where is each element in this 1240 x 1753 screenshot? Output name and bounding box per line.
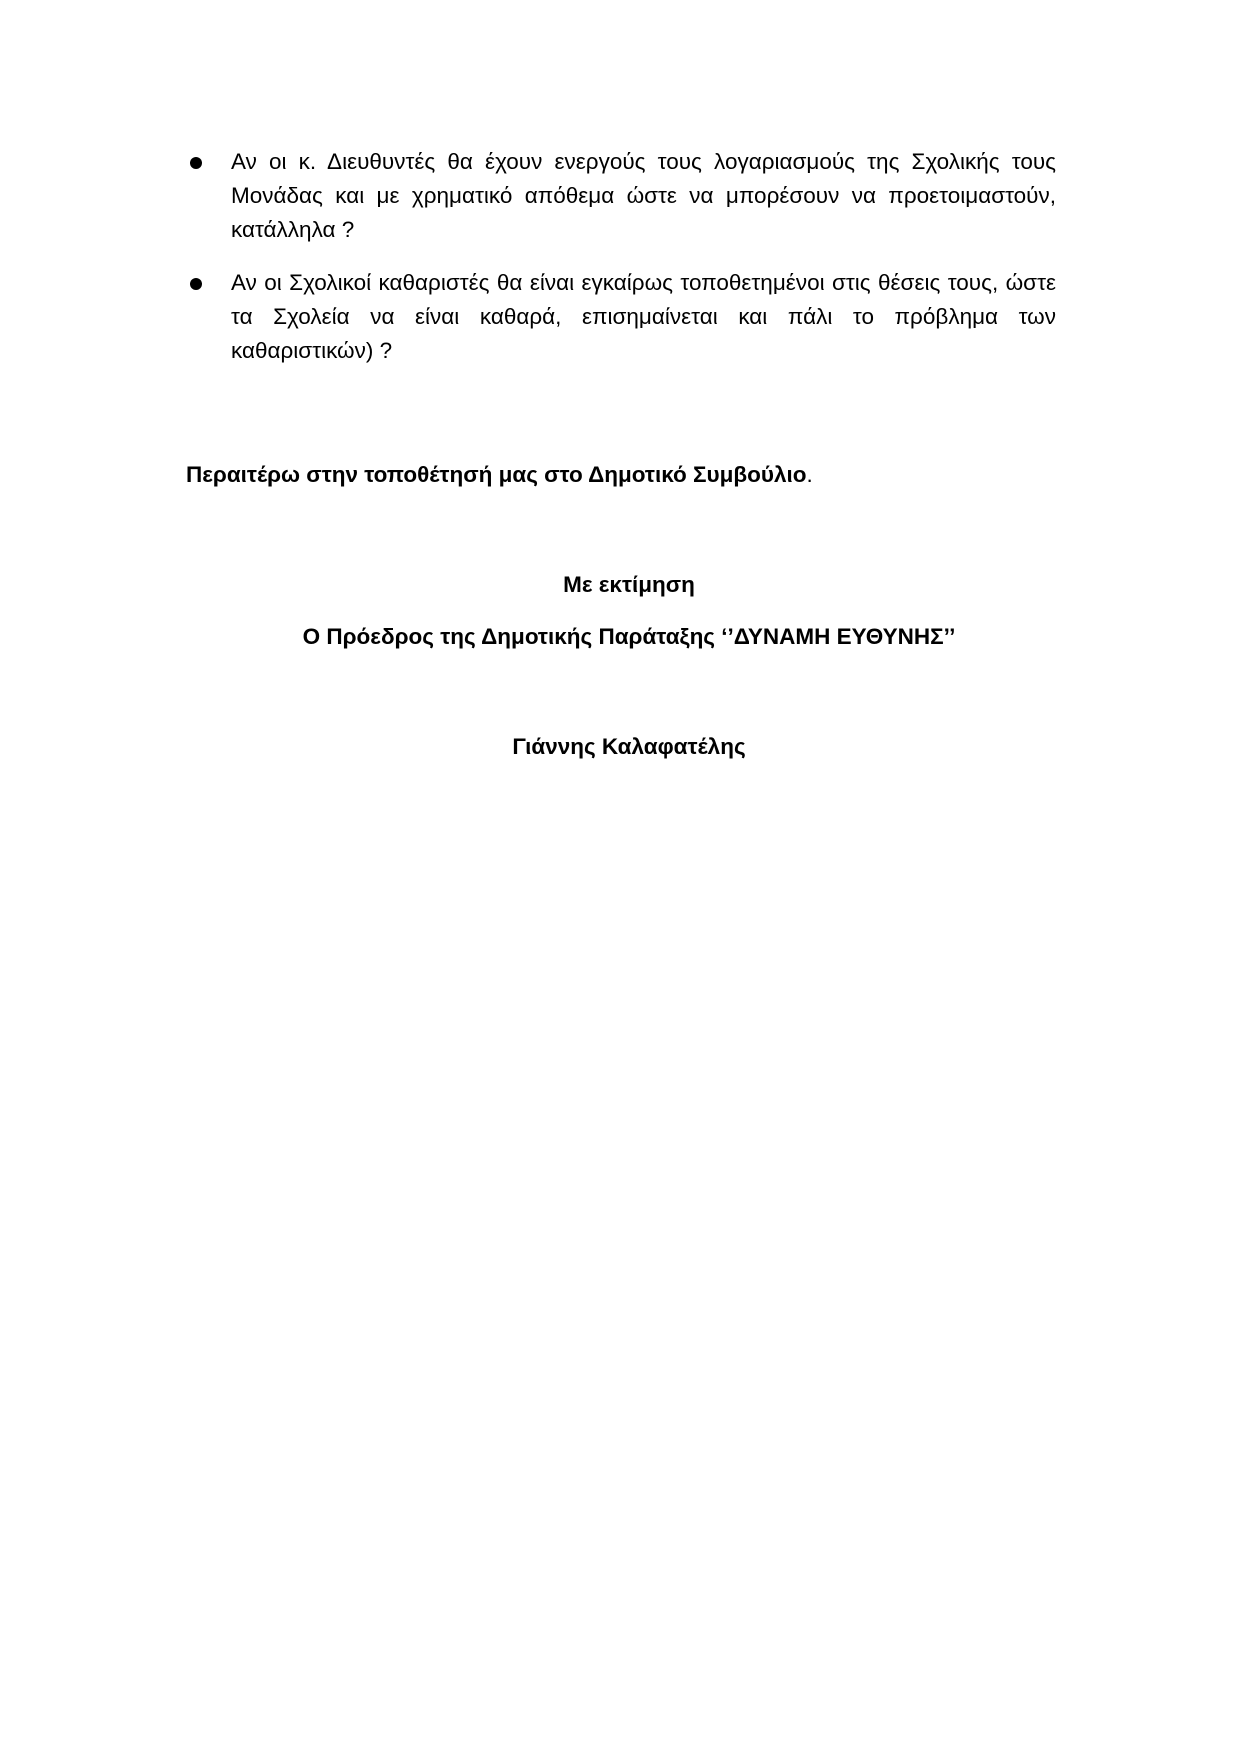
bullet-text: Αν οι Σχολικοί καθαριστές θα είναι εγκαίρως τοποθετημένοι στις θέσεις τους, ώστε τα Σχολεία να είναι καθαρά, επισημαίνεται και πάλι το πρόβλημα των καθαριστικών) ? <box>231 270 1056 363</box>
closing-bold-text: Περαιτέρω στην τοποθέτησή μας στο Δημοτικό Συμβούλιο <box>186 462 807 487</box>
bullet-list <box>186 145 1056 387</box>
signatory-title: Ο Πρόεδρος της Δημοτικής Παράταξης ‘’ΔΥΝΑΜΗ ΕΥΘΥΝΗΣ’’ <box>302 624 956 649</box>
bullet-text: Αν οι κ. Διευθυντές θα έχουν ενεργούς τους λογαριασμούς της Σχολικής τους Μονάδας και με χρηματικό απόθεμα ώστε να μπορέσουν να προετοιμαστούν, κατάλληλα ? <box>231 149 1056 242</box>
signatory-name: Γιάννης Καλαφατέλης <box>512 734 746 759</box>
bullet-dot-icon <box>190 278 202 290</box>
closing-paragraph <box>186 458 813 492</box>
bullet-dot-icon <box>190 157 202 169</box>
bullet-item <box>186 145 1056 247</box>
closing-trailing: . <box>806 462 813 487</box>
greeting: Με εκτίμηση <box>563 572 695 597</box>
bullet-item <box>186 266 1056 368</box>
